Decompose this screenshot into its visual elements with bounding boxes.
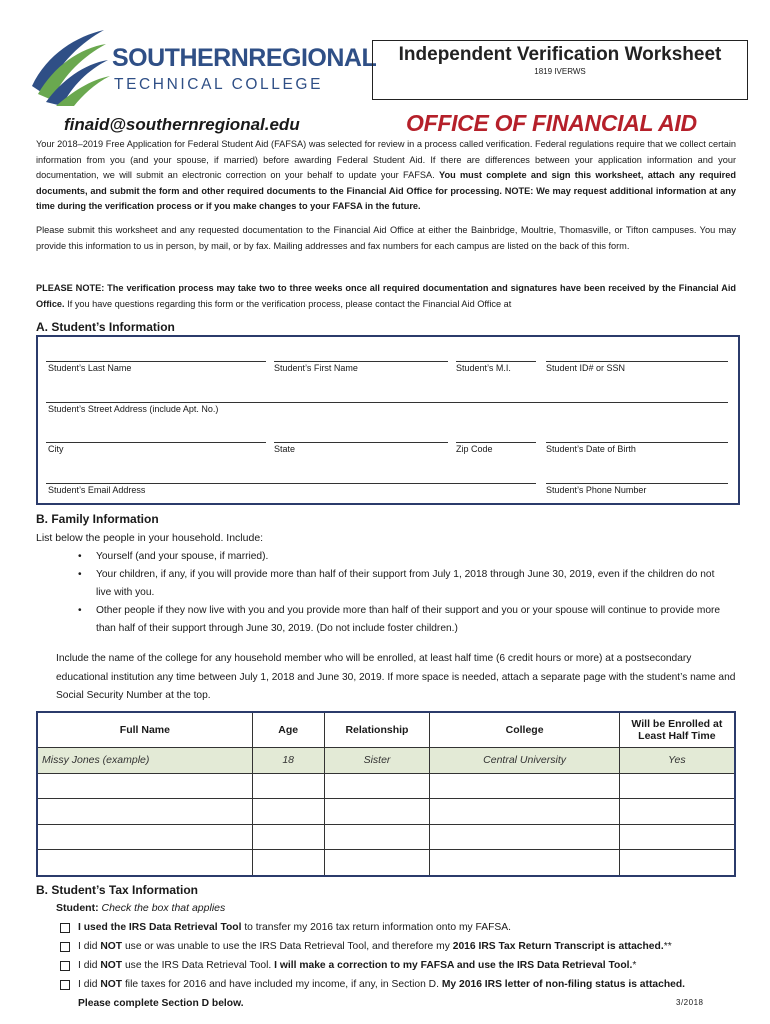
email-label: Student’s Email Address bbox=[48, 485, 146, 495]
form-title-box bbox=[372, 40, 748, 100]
student-info-box bbox=[36, 335, 740, 505]
street-address-label: Student’s Street Address (include Apt. No.) bbox=[48, 404, 219, 414]
family-table bbox=[36, 711, 736, 877]
first-name-field[interactable] bbox=[274, 361, 448, 362]
section-b-title: B. Family Information bbox=[36, 512, 159, 526]
last-name-field[interactable] bbox=[46, 361, 266, 362]
col-relationship: Relationship bbox=[324, 712, 430, 748]
list-item: • Other people if they now live with you and you provide more than half of their support and you or your spouse will continue to provide more than half of their support through June 30, 2019. (Do not include foster children.) bbox=[76, 602, 726, 638]
section-a-title: A. Student’s Information bbox=[36, 320, 175, 334]
phone-field[interactable] bbox=[546, 483, 728, 484]
tax-option-correction: I did NOT use the IRS Data Retrieval Tool. I will make a correction to my FAFSA and use the IRS Data Retrieval Tool.* bbox=[60, 956, 740, 975]
intro-paragraph-1 bbox=[36, 137, 736, 215]
table-row[interactable] bbox=[37, 773, 735, 799]
household-list-intro: List below the people in your household. Include: bbox=[36, 532, 264, 544]
tax-instruction bbox=[56, 902, 225, 914]
section-tax-title: B. Student’s Tax Information bbox=[36, 883, 199, 897]
office-heading: OFFICE OF FINANCIAL AID bbox=[406, 110, 697, 136]
example-relationship: Sister bbox=[324, 748, 430, 774]
mi-field[interactable] bbox=[456, 361, 536, 362]
zip-label: Zip Code bbox=[456, 444, 493, 454]
list-item: • Your children, if any, if you will provide more than half of their support from July 1, 2018 through June 30, 2019, even if the children do not live with you. bbox=[76, 566, 726, 602]
col-college: College bbox=[430, 712, 619, 748]
student-id-label: Student ID# or SSN bbox=[546, 363, 626, 373]
last-name-label: Student’s Last Name bbox=[48, 363, 132, 373]
tax-sub-label: Student: bbox=[56, 902, 99, 914]
student-id-field[interactable] bbox=[546, 361, 728, 362]
table-row-example bbox=[37, 748, 735, 774]
intro-paragraph-2: Please submit this worksheet and any requested documentation to the Financial Aid Office at either the Bainbridge, Moultrie, Thomasville, or Tifton campuses. You may provide this information to us in person, by mail, or by fax. Mailing addresses and fax numbers for each campus are listed on the back of this form. bbox=[36, 225, 736, 251]
form-code: 1819 IVERWS bbox=[534, 67, 586, 76]
intro-p3-text: If you have questions regarding this form or the verification process, please contact the Financial Aid Office at bbox=[67, 298, 512, 309]
office-email: finaid@southernregional.edu bbox=[64, 115, 300, 134]
state-field[interactable] bbox=[274, 442, 448, 443]
checkbox[interactable] bbox=[60, 980, 70, 990]
tax-sub-text: Check the box that applies bbox=[101, 902, 226, 914]
table-header-row bbox=[37, 712, 735, 748]
tax-continuation: Please complete Section D below. bbox=[78, 998, 244, 1009]
intro-p1-bold: You must complete and sign this worksheet, attach any required documents, and submit the form and other required documents to the Financial Aid Office for processing. NOTE: We may request additional information at any time during the verification process or if you make changes to your FAFSA in the future. bbox=[36, 170, 736, 211]
table-row[interactable] bbox=[37, 824, 735, 850]
example-enrolled: Yes bbox=[619, 748, 735, 774]
dob-label: Student’s Date of Birth bbox=[546, 444, 636, 454]
col-age: Age bbox=[252, 712, 324, 748]
example-age: 18 bbox=[252, 748, 324, 774]
list-item: • Yourself (and your spouse, if married). bbox=[76, 548, 726, 566]
logo-swoosh-icon bbox=[32, 30, 110, 106]
tax-option-nonfiling: I did NOT file taxes for 2016 and have included my income, if any, in Section D. My 2016 IRS letter of non-filing status is attached. bbox=[60, 975, 740, 994]
intro-paragraph-3 bbox=[36, 281, 736, 312]
intro-p1-text: Your 2018–2019 Free Application for Federal Student Aid (FAFSA) was selected for review in a process called verification. Federal regulations require that we collect certain information from you (and your spouse, if married) before awarding Federal Student Aid. If there are differences between your application information and your documentation, we will submit an electronic correction on your behalf to update your FAFSA. bbox=[36, 139, 736, 180]
checkbox[interactable] bbox=[60, 923, 70, 933]
checkbox[interactable] bbox=[60, 961, 70, 971]
tax-options bbox=[60, 918, 740, 1013]
first-name-label: Student’s First Name bbox=[274, 363, 358, 373]
city-label: City bbox=[48, 444, 64, 454]
form-title: Independent Verification Worksheet bbox=[398, 44, 722, 65]
email-field[interactable] bbox=[46, 483, 536, 484]
mi-label: Student’s M.I. bbox=[456, 363, 511, 373]
tax-option-transcript: I did NOT use or was unable to use the IRS Data Retrieval Tool, and therefore my 2016 IRS Tax Return Transcript is attached.** bbox=[60, 937, 740, 956]
col-full-name: Full Name bbox=[37, 712, 252, 748]
city-field[interactable] bbox=[46, 442, 266, 443]
example-college: Central University bbox=[430, 748, 619, 774]
checkbox[interactable] bbox=[60, 942, 70, 952]
state-label: State bbox=[274, 444, 296, 454]
include-college-note: Include the name of the college for any household member who will be enrolled, at least half time (6 credit hours or more) at a postsecondary educational institution any time between July 1, 2018 and June 30, 2019. If more space is needed, attach a separate page with the student’s name and Social Security Number at the top. bbox=[56, 653, 736, 701]
logo-wordmark: SOUTHERNREGIONAL bbox=[112, 44, 377, 72]
zip-field[interactable] bbox=[456, 442, 536, 443]
table-row[interactable] bbox=[37, 799, 735, 825]
logo-subtitle: TECHNICAL COLLEGE bbox=[114, 76, 324, 93]
col-enrolled: Will be Enrolled at Least Half Time bbox=[619, 712, 735, 748]
street-address-field[interactable] bbox=[46, 402, 728, 403]
phone-label: Student’s Phone Number bbox=[546, 485, 647, 495]
intro-p3-bold: PLEASE NOTE: The verification process may take two to three weeks once all required documentation and signatures have been received by the Financial Aid Office. bbox=[36, 283, 736, 309]
revision-date: 3/2018 bbox=[676, 998, 704, 1007]
table-row[interactable] bbox=[37, 850, 735, 876]
dob-field[interactable] bbox=[546, 442, 728, 443]
tax-option-drt: I used the IRS Data Retrieval Tool to transfer my 2016 tax return information onto my FAFSA. bbox=[60, 918, 740, 937]
example-name: Missy Jones (example) bbox=[37, 748, 252, 774]
household-bullets bbox=[76, 548, 726, 638]
